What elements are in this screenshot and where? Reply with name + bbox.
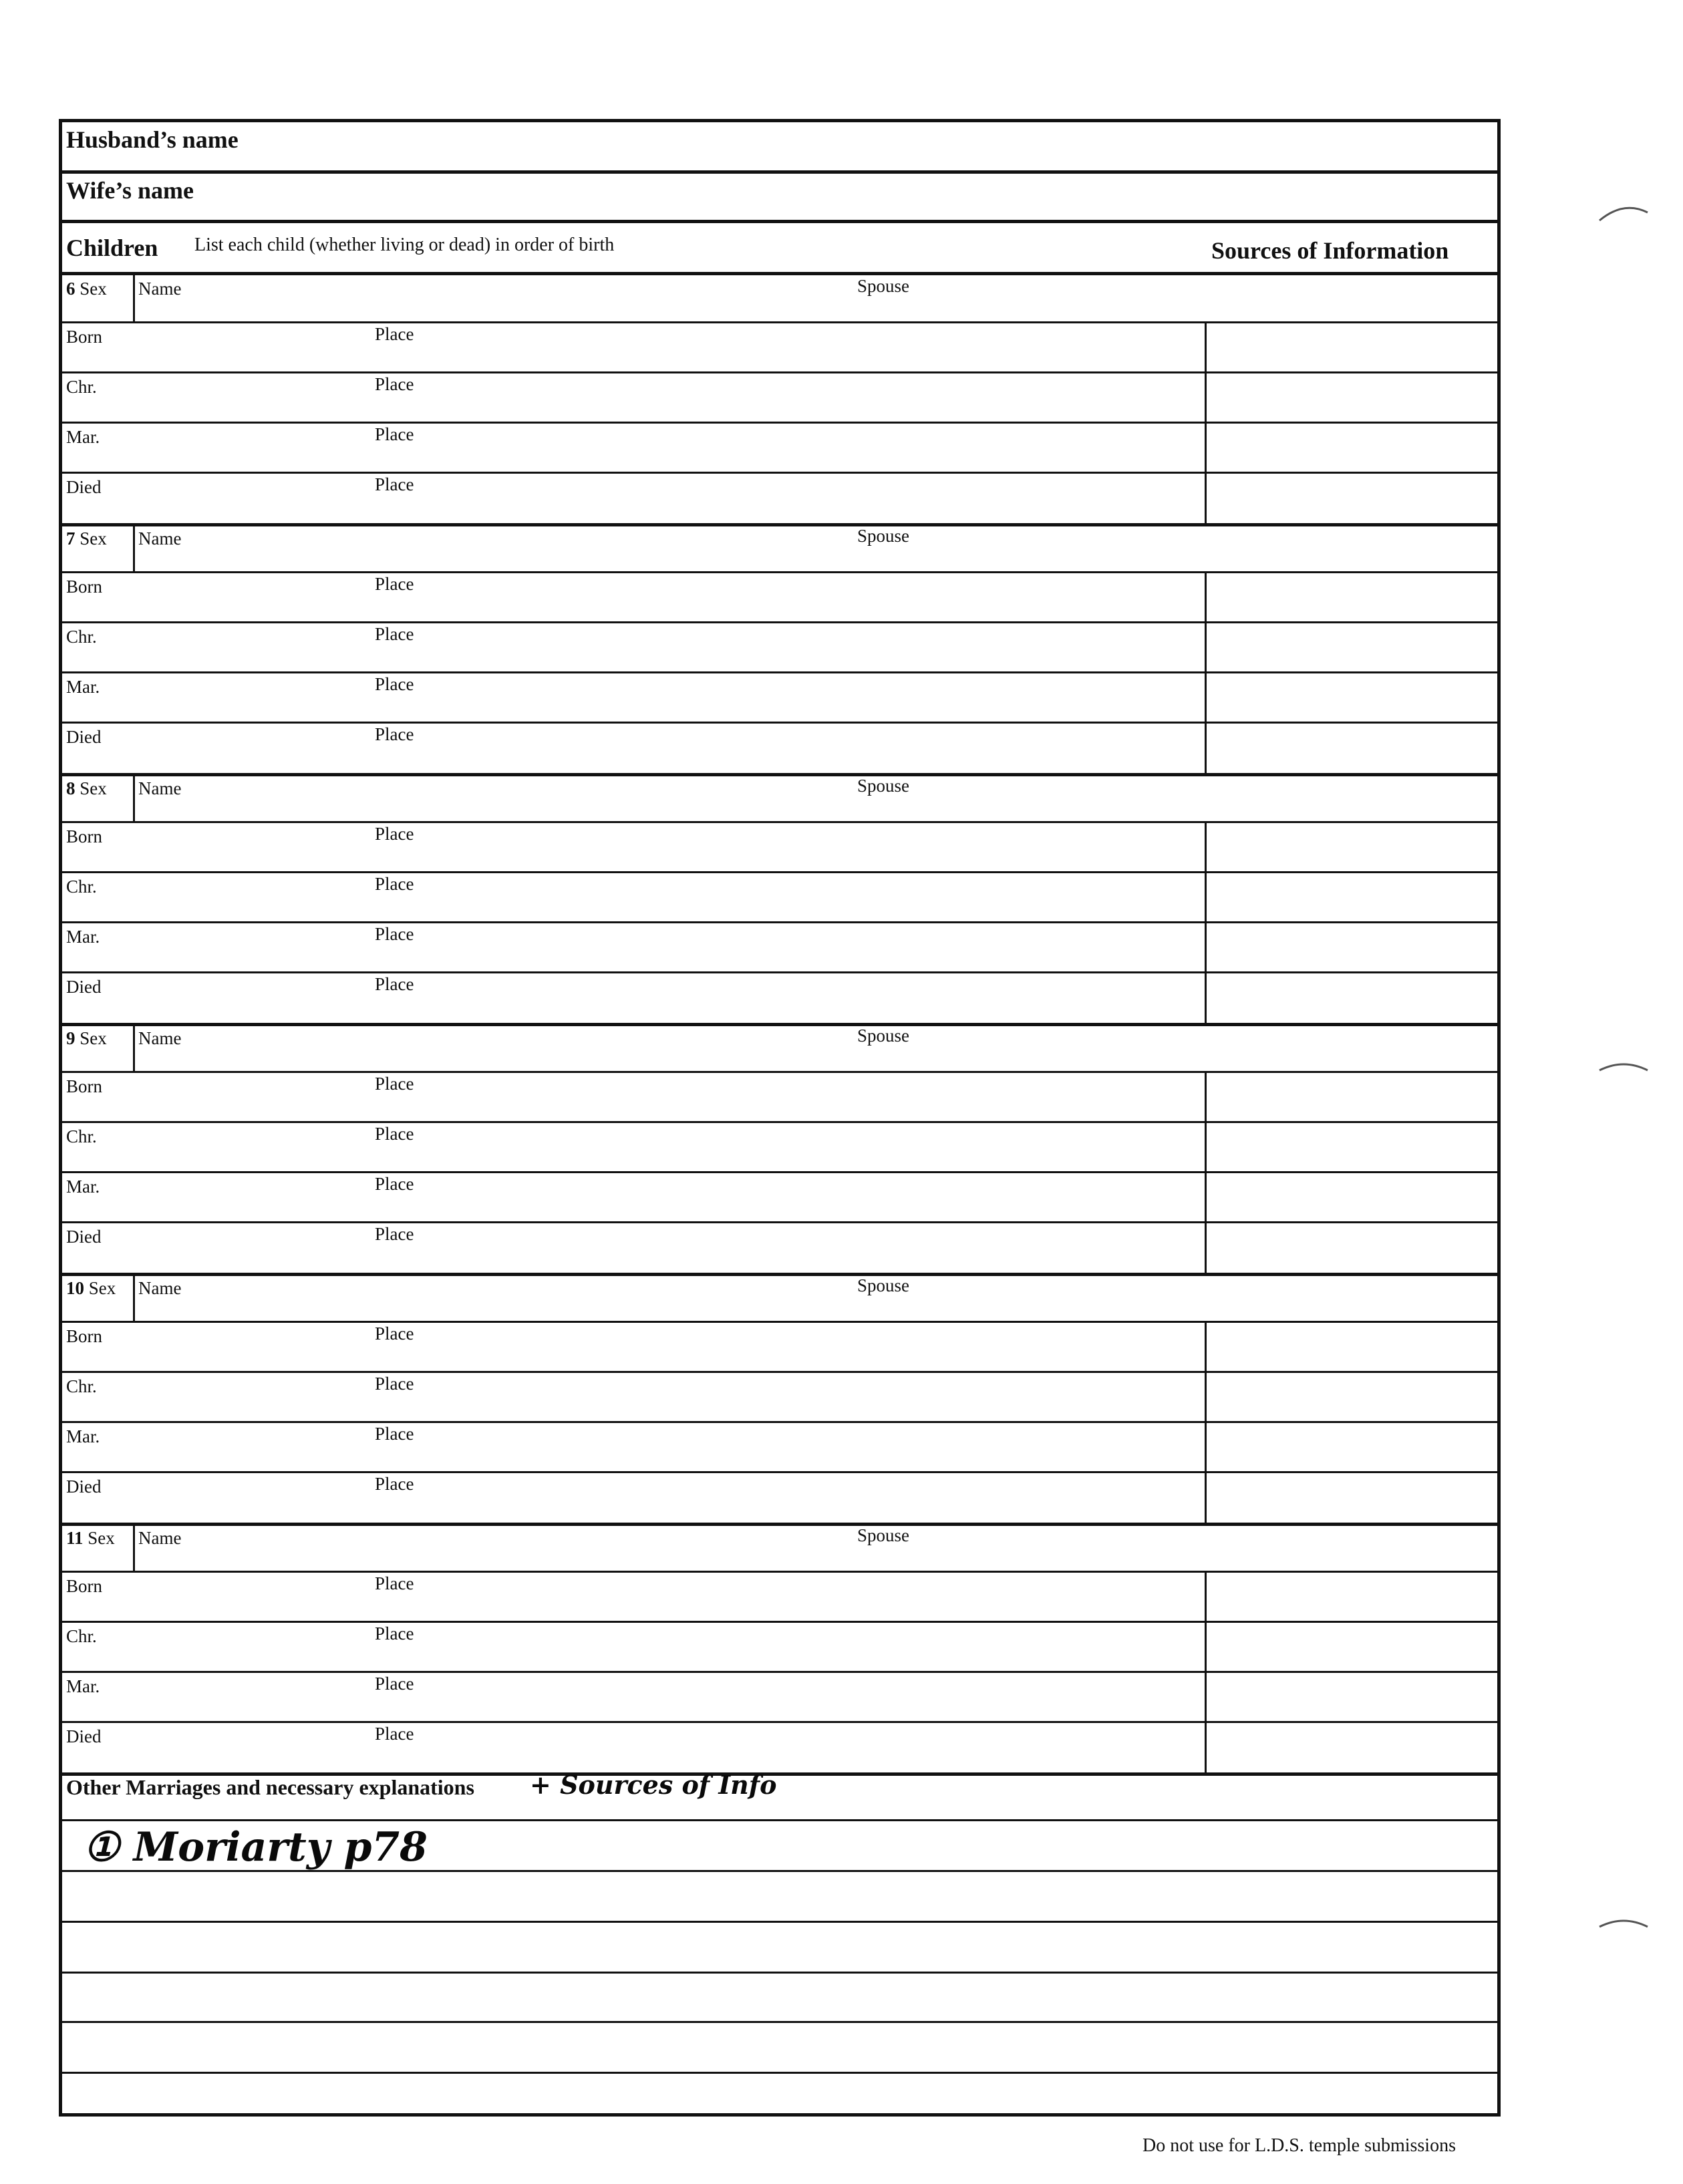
child-spouse-label: Spouse bbox=[857, 1026, 910, 1046]
field-died-place-label: Place bbox=[375, 724, 414, 744]
field-chr-label: Chr. bbox=[66, 1376, 97, 1396]
explanation-line bbox=[62, 1921, 1497, 1923]
child-spouse-label: Spouse bbox=[857, 1275, 910, 1295]
child-sex-cell bbox=[66, 1529, 115, 1547]
block-divider bbox=[62, 523, 1497, 526]
field-mar-place-label: Place bbox=[375, 674, 414, 694]
cell-divider bbox=[133, 1273, 135, 1321]
field-died-label: Died bbox=[66, 477, 102, 497]
child-number: 10 bbox=[66, 1278, 84, 1298]
row-divider bbox=[62, 621, 1497, 623]
row-divider bbox=[62, 472, 1497, 474]
child-sex-cell bbox=[66, 280, 107, 298]
row-divider bbox=[62, 1721, 1497, 1723]
field-mar-place-label: Place bbox=[375, 1424, 414, 1444]
handwritten-sources-note: + Sources of Info bbox=[530, 1770, 777, 1800]
explanation-line bbox=[62, 1819, 1497, 1821]
child-sex-cell bbox=[66, 530, 107, 548]
child-name-label: Name bbox=[138, 279, 182, 299]
child-number: 11 bbox=[66, 1528, 84, 1548]
child-number: 7 bbox=[66, 528, 75, 549]
field-born-label: Born bbox=[66, 327, 102, 347]
child-spouse-label: Spouse bbox=[857, 526, 910, 546]
child-spouse-label: Spouse bbox=[857, 1525, 910, 1545]
field-died-place-label: Place bbox=[375, 1724, 414, 1744]
field-mar-label: Mar. bbox=[66, 1676, 100, 1696]
handwritten-explanation-note: ① Moriarty p78 bbox=[84, 1824, 428, 1871]
children-instruction: List each child (whether living or dead) in order of birth bbox=[194, 235, 615, 255]
field-born-label: Born bbox=[66, 1576, 102, 1596]
field-mar-label: Mar. bbox=[66, 1426, 100, 1446]
field-born-place-label: Place bbox=[375, 824, 414, 844]
child-number: 6 bbox=[66, 279, 75, 299]
sources-column-divider bbox=[1205, 321, 1207, 523]
field-chr-place-label: Place bbox=[375, 624, 414, 644]
sex-label: Sex bbox=[80, 279, 107, 299]
field-died-place-label: Place bbox=[375, 974, 414, 994]
block-divider bbox=[62, 1273, 1497, 1276]
child-sex-cell bbox=[66, 1279, 116, 1297]
row-divider bbox=[62, 821, 1497, 823]
child-number: 9 bbox=[66, 1028, 75, 1048]
husband-name-label: Husband’s name bbox=[66, 126, 239, 153]
explanation-line bbox=[62, 2021, 1497, 2023]
field-chr-place-label: Place bbox=[375, 374, 414, 394]
row-divider bbox=[62, 422, 1497, 424]
field-chr-place-label: Place bbox=[375, 874, 414, 894]
block-divider bbox=[62, 773, 1497, 776]
field-chr-label: Chr. bbox=[66, 627, 97, 647]
child-spouse-label: Spouse bbox=[857, 276, 910, 296]
row-divider bbox=[62, 722, 1497, 724]
field-died-place-label: Place bbox=[375, 1224, 414, 1244]
binder-hole-mark bbox=[1597, 200, 1650, 227]
field-chr-place-label: Place bbox=[375, 1124, 414, 1144]
divider bbox=[62, 220, 1497, 223]
sources-column-divider bbox=[1205, 1321, 1207, 1523]
field-born-place-label: Place bbox=[375, 1074, 414, 1094]
child-name-label: Name bbox=[138, 1528, 182, 1548]
child-name-label: Name bbox=[138, 1278, 182, 1298]
binder-hole-mark bbox=[1597, 1911, 1650, 1937]
cell-divider bbox=[133, 273, 135, 321]
field-mar-place-label: Place bbox=[375, 1174, 414, 1194]
sex-label: Sex bbox=[80, 778, 107, 798]
row-divider bbox=[62, 921, 1497, 923]
field-born-place-label: Place bbox=[375, 1573, 414, 1593]
field-born-place-label: Place bbox=[375, 324, 414, 344]
sex-label: Sex bbox=[88, 1278, 116, 1298]
field-born-label: Born bbox=[66, 1326, 102, 1346]
field-born-label: Born bbox=[66, 577, 102, 597]
child-name-label: Name bbox=[138, 528, 182, 549]
row-divider bbox=[62, 1621, 1497, 1623]
sex-label: Sex bbox=[80, 528, 107, 549]
sources-column-divider bbox=[1205, 821, 1207, 1023]
row-divider bbox=[62, 1071, 1497, 1073]
sources-column-divider bbox=[1205, 571, 1207, 773]
field-mar-label: Mar. bbox=[66, 1177, 100, 1197]
field-chr-label: Chr. bbox=[66, 1626, 97, 1646]
child-sex-cell bbox=[66, 780, 107, 798]
field-chr-label: Chr. bbox=[66, 877, 97, 897]
field-died-label: Died bbox=[66, 977, 102, 997]
field-mar-place-label: Place bbox=[375, 924, 414, 944]
field-died-label: Died bbox=[66, 727, 102, 747]
field-mar-label: Mar. bbox=[66, 427, 100, 447]
other-marriages-label: Other Marriages and necessary explanations bbox=[66, 1775, 474, 1799]
sex-label: Sex bbox=[88, 1528, 115, 1548]
field-chr-label: Chr. bbox=[66, 377, 97, 397]
row-divider bbox=[62, 671, 1497, 673]
divider bbox=[62, 170, 1497, 174]
row-divider bbox=[62, 371, 1497, 373]
sources-column-divider bbox=[1205, 1571, 1207, 1772]
field-born-place-label: Place bbox=[375, 574, 414, 594]
children-label: Children bbox=[66, 235, 158, 261]
row-divider bbox=[62, 1171, 1497, 1173]
field-died-place-label: Place bbox=[375, 1474, 414, 1494]
field-died-place-label: Place bbox=[375, 474, 414, 494]
row-divider bbox=[62, 1421, 1497, 1423]
cell-divider bbox=[133, 523, 135, 571]
block-divider bbox=[62, 1023, 1497, 1026]
row-divider bbox=[62, 1121, 1497, 1123]
cell-divider bbox=[133, 1523, 135, 1571]
row-divider bbox=[62, 871, 1497, 873]
sex-label: Sex bbox=[80, 1028, 107, 1048]
cell-divider bbox=[133, 773, 135, 821]
row-divider bbox=[62, 1571, 1497, 1573]
child-name-label: Name bbox=[138, 778, 182, 798]
field-chr-place-label: Place bbox=[375, 1374, 414, 1394]
block-divider bbox=[62, 1523, 1497, 1526]
sources-column-divider bbox=[1205, 1071, 1207, 1273]
family-group-sheet-form bbox=[59, 119, 1501, 2117]
sources-of-information-label: Sources of Information bbox=[1211, 237, 1449, 264]
row-divider bbox=[62, 571, 1497, 573]
field-mar-label: Mar. bbox=[66, 927, 100, 947]
row-divider bbox=[62, 971, 1497, 973]
row-divider bbox=[62, 1471, 1497, 1473]
field-mar-place-label: Place bbox=[375, 424, 414, 444]
field-born-label: Born bbox=[66, 826, 102, 846]
row-divider bbox=[62, 1671, 1497, 1673]
explanation-line bbox=[62, 2072, 1497, 2074]
wife-name-label: Wife’s name bbox=[66, 177, 194, 204]
field-mar-label: Mar. bbox=[66, 677, 100, 697]
child-number: 8 bbox=[66, 778, 75, 798]
row-divider bbox=[62, 321, 1497, 323]
row-divider bbox=[62, 1221, 1497, 1223]
field-died-label: Died bbox=[66, 1726, 102, 1746]
field-chr-label: Chr. bbox=[66, 1126, 97, 1146]
field-chr-place-label: Place bbox=[375, 1623, 414, 1644]
field-mar-place-label: Place bbox=[375, 1674, 414, 1694]
explanation-line bbox=[62, 1972, 1497, 1974]
field-died-label: Died bbox=[66, 1227, 102, 1247]
child-spouse-label: Spouse bbox=[857, 776, 910, 796]
field-died-label: Died bbox=[66, 1476, 102, 1497]
row-divider bbox=[62, 1321, 1497, 1323]
cell-divider bbox=[133, 1023, 135, 1071]
child-sex-cell bbox=[66, 1030, 107, 1048]
explanation-line bbox=[62, 1870, 1497, 1872]
child-name-label: Name bbox=[138, 1028, 182, 1048]
field-born-place-label: Place bbox=[375, 1323, 414, 1344]
divider bbox=[62, 272, 1497, 275]
field-born-label: Born bbox=[66, 1076, 102, 1096]
footer-note: Do not use for L.D.S. temple submissions bbox=[1142, 2135, 1456, 2156]
row-divider bbox=[62, 1371, 1497, 1373]
binder-hole-mark bbox=[1597, 1054, 1650, 1081]
